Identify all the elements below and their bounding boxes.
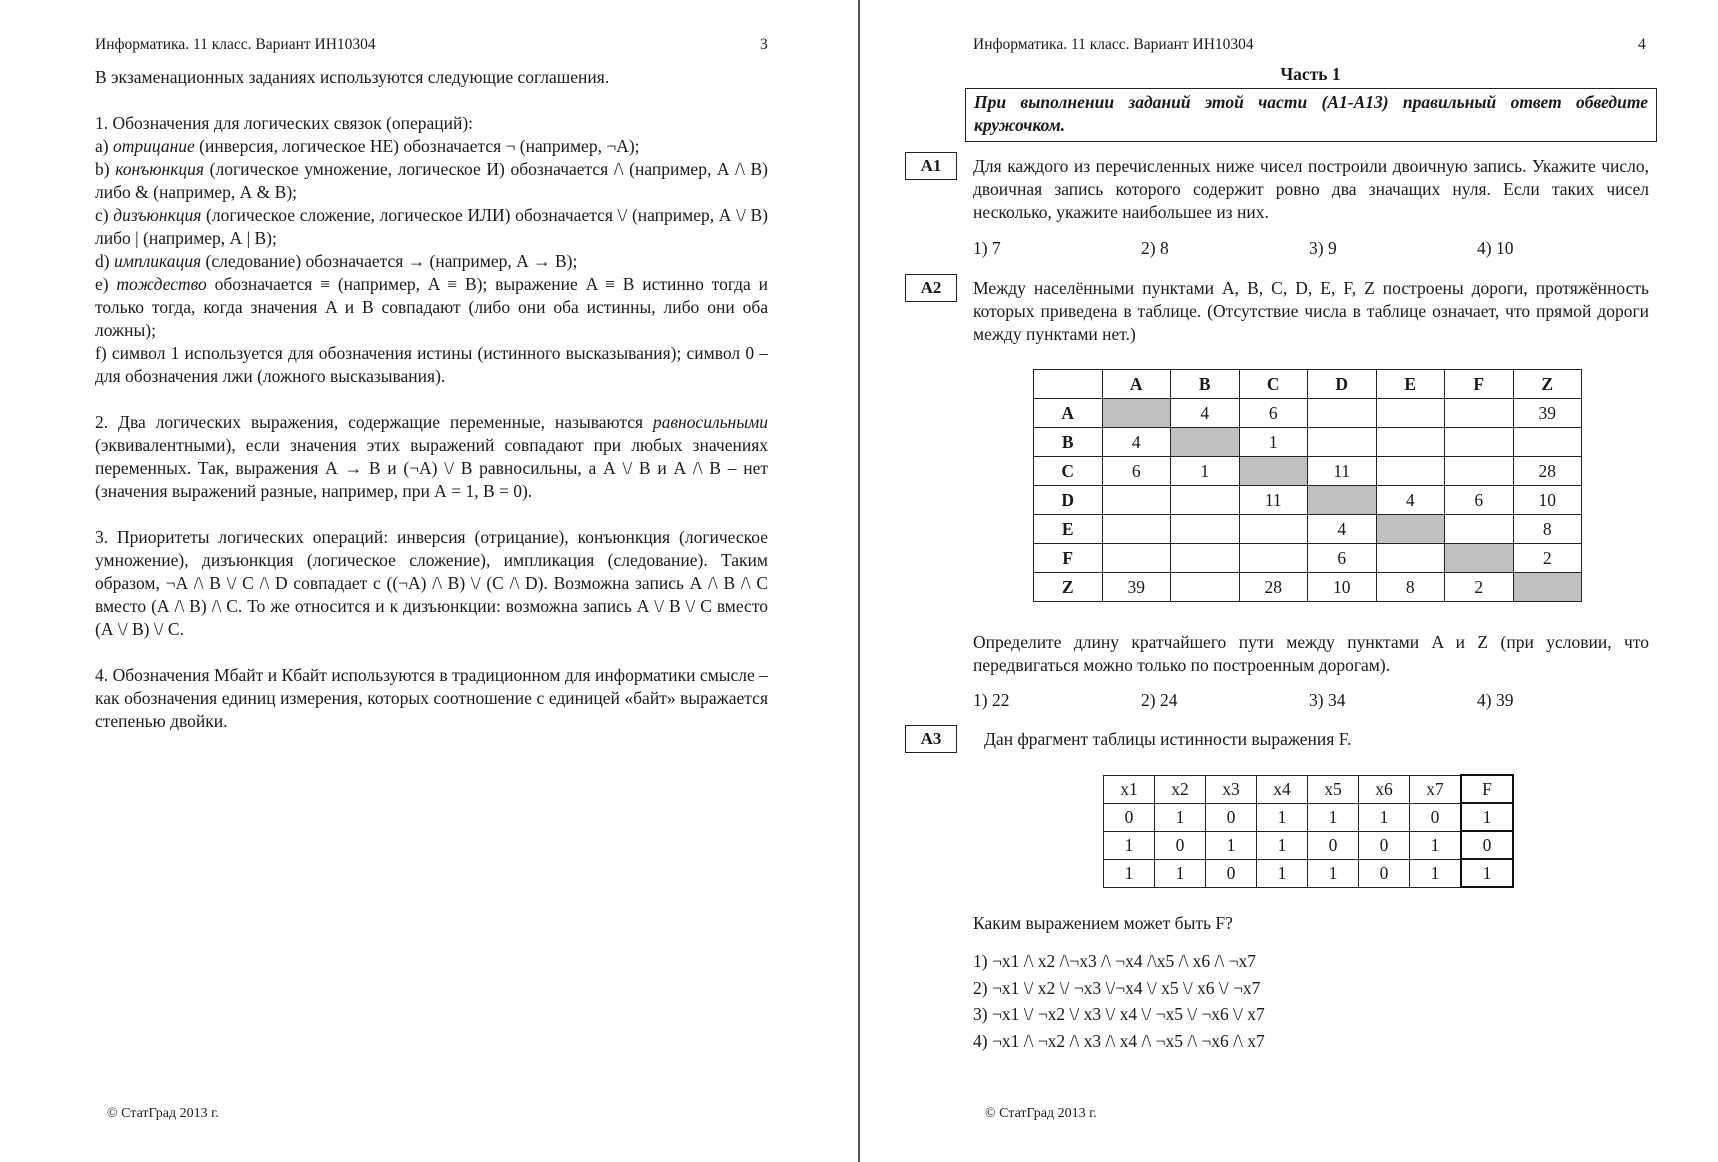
row-header: A (1034, 399, 1103, 428)
table-cell: 1 (1206, 831, 1257, 859)
table-cell (1102, 486, 1171, 515)
page-footer: © СтатГрад 2013 г. (985, 1106, 1097, 1121)
table-cell: 1 (1104, 859, 1155, 887)
table-cell (1102, 515, 1171, 544)
column-header: E (1376, 370, 1445, 399)
instruction-box: При выполнении заданий этой части (А1-А13) правильный ответ обведите кружочком. (965, 88, 1657, 142)
option[interactable]: 3) 9 (1309, 238, 1337, 258)
table-cell (1376, 428, 1445, 457)
table-cell: 1 (1257, 859, 1308, 887)
column-header: x6 (1359, 775, 1410, 803)
table-cell (1445, 515, 1514, 544)
row-header: E (1034, 515, 1103, 544)
table-cell: 1 (1155, 803, 1206, 831)
part-title: Часть 1 (1280, 64, 1341, 84)
section-1-item-a: a) отрицание (инверсия, логическое НЕ) обозначается ¬ (например, ¬А); (95, 136, 640, 156)
section-1-item-c: c) дизъюнкция (логическое сложение, логическое ИЛИ) обозначается \/ (например, А \/ В) либо | (например, А | В); (95, 205, 768, 248)
section-1-item-d: d) импликация (следование) обозначается → (например, А → В); (95, 251, 578, 271)
table-cell: 1 (1308, 859, 1359, 887)
task-a2-options (973, 690, 1645, 711)
table-row (1034, 486, 1582, 515)
section-4-paragraph: 4. Обозначения Мбайт и Кбайт используются в традиционном для информатики смысле – как обозначения единиц измерения, которых соотношение с единицей «байт» выражается степенью двойки. (95, 665, 768, 731)
column-header: x1 (1104, 775, 1155, 803)
page-number: 4 (1638, 36, 1646, 53)
task-a3-answers (973, 948, 1265, 1054)
column-header: x3 (1206, 775, 1257, 803)
table-cell: 0 (1104, 803, 1155, 831)
table-cell (1171, 515, 1240, 544)
table-cell: 1 (1410, 859, 1462, 887)
column-header: C (1239, 370, 1308, 399)
row-header: B (1034, 428, 1103, 457)
table-cell: 4 (1308, 515, 1377, 544)
section-1-item-f: f) символ 1 используется для обозначения истины (истинного высказывания); символ 0 – для обозначения лжи (ложного высказывания). (95, 343, 768, 386)
answer-option[interactable]: 4) ¬x1 /\ ¬x2 /\ x3 /\ x4 /\ ¬x5 /\ ¬x6 /\ x7 (973, 1030, 1265, 1051)
truth-table (1103, 774, 1514, 888)
table-cell: 6 (1445, 486, 1514, 515)
table-cell (1445, 428, 1514, 457)
table-row (1104, 803, 1514, 831)
table-cell: 2 (1513, 544, 1582, 573)
table-header-row (1034, 370, 1582, 399)
page-divider (858, 0, 860, 1162)
table-cell-diagonal (1171, 428, 1240, 457)
table-cell: 0 (1359, 859, 1410, 887)
intro-paragraph: В экзаменационных заданиях используются следующие соглашения. (95, 67, 610, 87)
column-header: x4 (1257, 775, 1308, 803)
task-a3-text: Дан фрагмент таблицы истинности выражения F. (984, 729, 1352, 749)
table-cell: 4 (1376, 486, 1445, 515)
table-cell: 1 (1171, 457, 1240, 486)
conventions-text (95, 66, 768, 733)
option[interactable]: 4) 10 (1477, 238, 1514, 258)
table-cell: 8 (1513, 515, 1582, 544)
table-cell (1308, 428, 1377, 457)
table-cell: 39 (1513, 399, 1582, 428)
page-number: 3 (760, 36, 768, 53)
table-cell: 0 (1206, 859, 1257, 887)
table-cell: 1 (1155, 859, 1206, 887)
column-header: x5 (1308, 775, 1359, 803)
answer-option[interactable]: 1) ¬x1 /\ x2 /\¬x3 /\ ¬x4 /\x5 /\ x6 /\ ¬x7 (973, 951, 1257, 971)
row-header: F (1034, 544, 1103, 573)
table-cell: 6 (1239, 399, 1308, 428)
task-label-a1: А1 (905, 152, 957, 180)
table-cell: 0 (1206, 803, 1257, 831)
table-cell: 6 (1308, 544, 1377, 573)
table-cell: 4 (1171, 399, 1240, 428)
table-cell (1376, 544, 1445, 573)
table-cell: 2 (1445, 573, 1514, 602)
table-cell (1171, 573, 1240, 602)
answer-option[interactable]: 2) ¬x1 \/ x2 \/ ¬x3 \/¬x4 \/ x5 \/ x6 \/ ¬x7 (973, 977, 1261, 998)
table-cell (1513, 428, 1582, 457)
table-row (1034, 573, 1582, 602)
column-header: D (1308, 370, 1377, 399)
table-cell: 28 (1239, 573, 1308, 602)
table-cell: 39 (1102, 573, 1171, 602)
table-row (1104, 831, 1514, 859)
table-cell (1171, 544, 1240, 573)
table-cell (1445, 399, 1514, 428)
table-cell: 1 (1359, 803, 1410, 831)
page-header: Информатика. 11 класс. Вариант ИН10304 (973, 36, 1254, 53)
right-page (861, 0, 1718, 1162)
column-header: F (1445, 370, 1514, 399)
table-cell: 10 (1308, 573, 1377, 602)
section-1-item-b: b) конъюнкция (логическое умножение, логическое И) обозначается /\ (например, А /\ В) либо & (например, А & В); (95, 159, 768, 202)
column-header-f: F (1461, 775, 1513, 803)
table-cell: 1 (1257, 803, 1308, 831)
table-cell (1445, 457, 1514, 486)
table-cell (1171, 486, 1240, 515)
section-3-paragraph: 3. Приоритеты логических операций: инверсия (отрицание), конъюнкция (логическое умножение), дизъюнкция (логическое сложение), импликация (следование). Таким образом, ¬А /\ В \/ С /\ D совпадает с ((¬А) /\ В) \/ (С /\ D). Возможна запись А /\ В /\ С вместо (А /\ В) /\ С. То же относится и к дизъюнкции: возможна запись А \/ В \/ С вместо (А \/ В) \/ С. (95, 527, 768, 639)
table-cell: 1 (1410, 831, 1462, 859)
answer-option[interactable]: 3) ¬x1 \/ ¬x2 \/ x3 \/ x4 \/ ¬x5 \/ ¬x6 \/ x7 (973, 1004, 1265, 1024)
column-header: x2 (1155, 775, 1206, 803)
table-cell-f: 1 (1461, 859, 1513, 887)
row-header: C (1034, 457, 1103, 486)
task-a2-question: Определите длину кратчайшего пути между пунктами A и Z (при условии, что передвигаться можно только по построенным дорогам). (973, 632, 1649, 675)
table-row (1034, 399, 1582, 428)
table-cell: 1 (1257, 831, 1308, 859)
table-cell: 11 (1308, 457, 1377, 486)
task-a2-text: Между населёнными пунктами A, B, C, D, E, F, Z построены дороги, протяжённость которых приведена в таблице. (Отсутствие числа в таблице означает, что прямой дороги между пунктами нет.) (973, 278, 1649, 344)
roads-table (1033, 369, 1582, 602)
task-a1-text: Для каждого из перечисленных ниже чисел построили двоичную запись. Укажите число, двоичная запись которого содержит ровно два значащих нуля. Если таких чисел несколько, укажите наибольшее из них. (973, 156, 1649, 222)
table-cell-f: 1 (1461, 803, 1513, 831)
option[interactable]: 2) 24 (1141, 690, 1178, 710)
column-header: Z (1513, 370, 1582, 399)
task-a1-options (973, 238, 1645, 259)
task-label-a3: А3 (905, 725, 957, 753)
table-cell: 10 (1513, 486, 1582, 515)
table-cell (1376, 399, 1445, 428)
column-header: A (1102, 370, 1171, 399)
table-cell: 11 (1239, 486, 1308, 515)
table-cell: 1 (1239, 428, 1308, 457)
table-row (1034, 457, 1582, 486)
table-cell-diagonal (1445, 544, 1514, 573)
table-row (1104, 859, 1514, 887)
table-row (1034, 544, 1582, 573)
page-header: Информатика. 11 класс. Вариант ИН10304 (95, 36, 376, 53)
column-header: x7 (1410, 775, 1462, 803)
table-cell: 0 (1410, 803, 1462, 831)
table-cell-diagonal (1513, 573, 1582, 602)
table-cell-f: 0 (1461, 831, 1513, 859)
section-1-heading: 1. Обозначения для логических связок (операций): (95, 113, 474, 133)
row-header: Z (1034, 573, 1103, 602)
table-cell-diagonal (1376, 515, 1445, 544)
table-cell (1376, 457, 1445, 486)
table-row (1034, 428, 1582, 457)
row-header: D (1034, 486, 1103, 515)
table-cell: 0 (1308, 831, 1359, 859)
table-corner-cell (1034, 370, 1103, 399)
table-cell (1102, 544, 1171, 573)
table-cell: 0 (1155, 831, 1206, 859)
table-cell (1239, 515, 1308, 544)
table-cell-diagonal (1239, 457, 1308, 486)
table-cell: 0 (1359, 831, 1410, 859)
table-cell-diagonal (1308, 486, 1377, 515)
section-1-item-e: e) тождество обозначается ≡ (например, A ≡ B); выражение A ≡ B истинно тогда и только тогда, когда значения A и B совпадают (либо они оба истинны, либо они оба ложны); (95, 274, 768, 340)
table-cell: 1 (1308, 803, 1359, 831)
option[interactable]: 1) 22 (973, 690, 1010, 710)
table-cell: 8 (1376, 573, 1445, 602)
task-a3-question: Каким выражением может быть F? (973, 913, 1233, 933)
table-row (1034, 515, 1582, 544)
option[interactable]: 4) 39 (1477, 690, 1514, 710)
table-cell: 28 (1513, 457, 1582, 486)
table-cell (1239, 544, 1308, 573)
table-cell: 1 (1104, 831, 1155, 859)
option[interactable]: 2) 8 (1141, 238, 1169, 258)
option[interactable]: 3) 34 (1309, 690, 1346, 710)
table-cell (1308, 399, 1377, 428)
column-header: B (1171, 370, 1240, 399)
table-cell: 6 (1102, 457, 1171, 486)
page-footer: © СтатГрад 2013 г. (107, 1106, 219, 1121)
section-2-paragraph: 2. Два логических выражения, содержащие переменные, называются равносильными (эквивалентными), если значения этих выражений совпадают при любых значениях переменных. Так, выражения А → В и (¬А) \/ В равносильны, а А \/ В и А /\ В – нет (значения выражений разные, например, при А = 1, В = 0). (95, 412, 768, 501)
table-header-row (1104, 775, 1514, 803)
table-cell-diagonal (1102, 399, 1171, 428)
option[interactable]: 1) 7 (973, 238, 1001, 258)
task-label-a2: А2 (905, 274, 957, 302)
table-cell: 4 (1102, 428, 1171, 457)
